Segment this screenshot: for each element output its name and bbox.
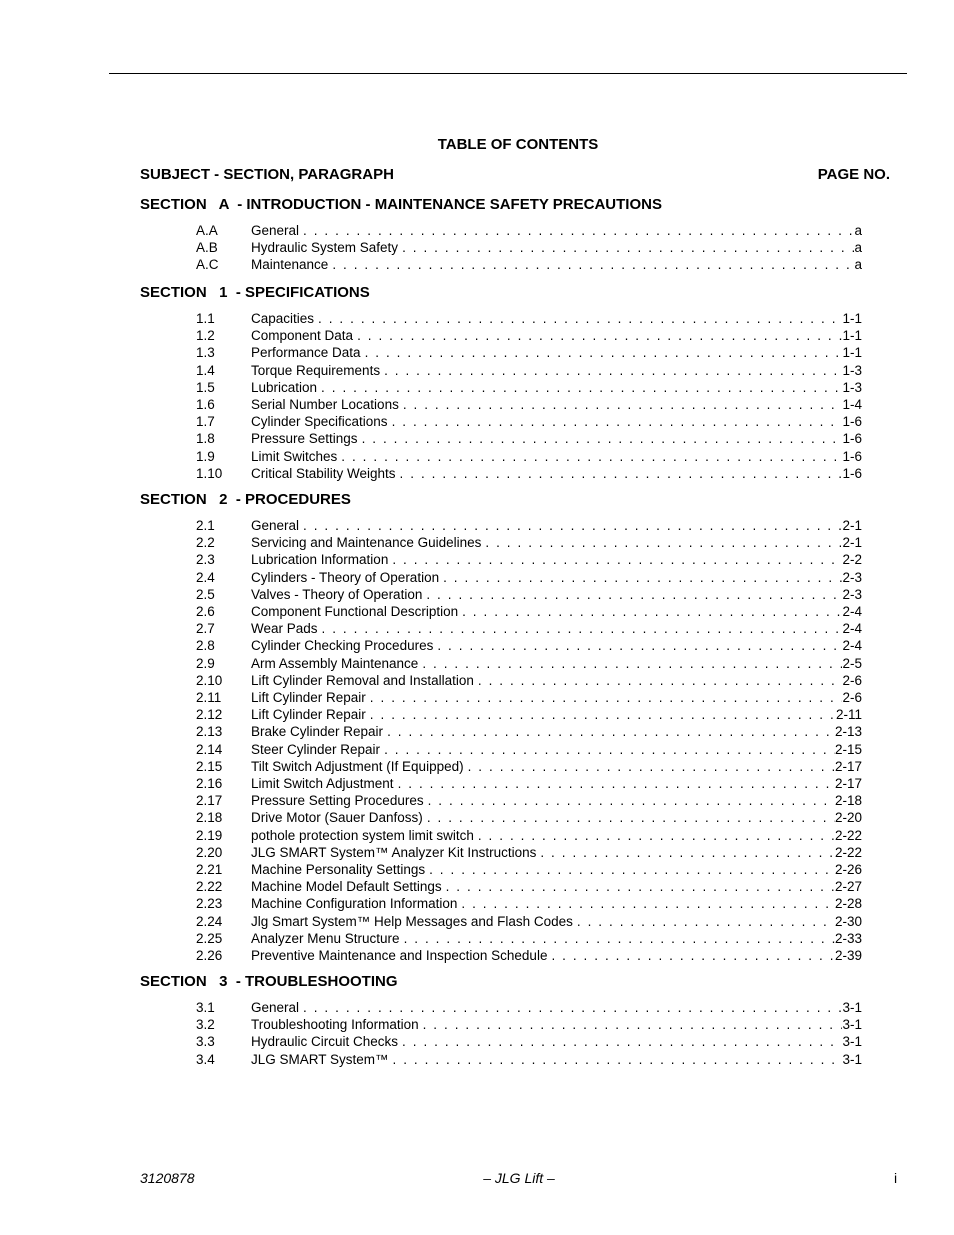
toc-entry[interactable] <box>196 827 862 844</box>
subject-header-right: PAGE NO. <box>817 166 890 183</box>
dot-leader <box>551 947 835 964</box>
toc-entry-page: 2-4 <box>842 604 862 619</box>
toc-entry-number: 2.18 <box>196 810 223 826</box>
toc-entry[interactable] <box>196 706 862 723</box>
toc-entry-number: 2.2 <box>196 535 215 551</box>
toc-entry-leader-line <box>251 809 862 826</box>
toc-entry-leader-line <box>251 723 862 740</box>
dot-leader <box>322 620 843 637</box>
toc-entry-leader-line <box>251 620 862 637</box>
toc-entry-leader-line <box>251 586 862 603</box>
dot-leader <box>428 792 835 809</box>
toc-entry[interactable] <box>196 1033 862 1050</box>
toc-entry-number: 1.3 <box>196 345 215 361</box>
toc-entry-title: Torque Requirements <box>251 362 381 378</box>
toc-entry-page: 1-3 <box>842 362 862 378</box>
toc-entry-title: Hydraulic Circuit Checks <box>251 1034 399 1050</box>
toc-entry-number: 2.20 <box>196 844 223 860</box>
toc-entry-title: Maintenance <box>251 257 329 273</box>
toc-entry-number: 2.22 <box>196 879 223 895</box>
top-rule <box>109 73 907 74</box>
toc-entry-page: 2-27 <box>834 879 862 895</box>
subject-header <box>140 166 890 183</box>
dot-leader <box>427 809 835 826</box>
toc-entry-leader-line <box>251 517 862 534</box>
toc-entry-leader-line <box>251 413 862 430</box>
toc-entry-title: Limit Switches <box>251 448 338 464</box>
toc-entry-leader-line <box>251 775 862 792</box>
toc-entry[interactable] <box>196 551 862 568</box>
toc-entry[interactable] <box>196 775 862 792</box>
dot-leader <box>341 448 842 465</box>
toc-entry[interactable] <box>196 672 862 689</box>
dot-leader <box>426 586 842 603</box>
toc-entry-number: 2.7 <box>196 621 215 637</box>
toc-entry-number: A.B <box>196 240 218 256</box>
toc-entry-number: 1.2 <box>196 328 215 344</box>
toc-entry[interactable] <box>196 465 862 482</box>
toc-entry-page: 2-5 <box>842 655 862 671</box>
toc-entry-page: 3-1 <box>842 1051 862 1067</box>
toc-entry-page: 2-11 <box>835 707 862 723</box>
dot-leader <box>370 689 843 706</box>
toc-entry-title: Serial Number Locations <box>251 397 399 412</box>
toc-entry-number: 1.9 <box>196 448 215 464</box>
toc-entry-page: 2-28 <box>834 896 862 912</box>
toc-entry-leader-line <box>251 551 862 568</box>
dot-leader <box>321 379 842 396</box>
toc-entry-number: 1.10 <box>196 465 223 481</box>
toc-entry-title: JLG SMART System™ Analyzer Kit Instructions <box>251 844 537 860</box>
toc-entry-leader-line <box>251 878 862 895</box>
toc-entry-title: Steer Cylinder Repair <box>251 741 381 757</box>
toc-entry-leader-line <box>251 239 862 256</box>
toc-entry-title: Drive Motor (Sauer Danfoss) <box>251 810 423 826</box>
footer-page-number: i <box>894 1170 898 1186</box>
toc-entry-page: 1-1 <box>842 345 862 361</box>
toc-entry-leader-line <box>251 689 862 706</box>
dot-leader <box>429 861 835 878</box>
page-title: TABLE OF CONTENTS <box>437 136 599 153</box>
dot-leader <box>400 465 843 482</box>
subject-header-left: SUBJECT - SECTION, PARAGRAPH <box>140 166 394 183</box>
dot-leader <box>365 344 843 361</box>
toc-entry-leader-line <box>251 430 862 447</box>
toc-entry-number: 2.26 <box>196 948 223 963</box>
toc-entry-title: Limit Switch Adjustment <box>251 776 394 791</box>
toc-entry-number: 2.15 <box>196 758 223 774</box>
dot-leader <box>478 827 835 844</box>
toc-entry-number: 2.24 <box>196 913 223 929</box>
toc-entry-title: Performance Data <box>251 345 361 361</box>
section-heading: SECTION 3 - TROUBLESHOOTING <box>140 973 398 990</box>
toc-entry-title: Analyzer Menu Structure <box>251 930 400 946</box>
toc-entry-page: 2-3 <box>842 586 862 602</box>
toc-entry-leader-line <box>251 672 862 689</box>
toc-entry-number: 2.4 <box>196 569 215 585</box>
toc-entry-number: 2.6 <box>196 604 215 619</box>
toc-entry-leader-line <box>251 844 862 861</box>
toc-entry[interactable] <box>196 741 862 758</box>
toc-entry-leader-line <box>251 637 862 654</box>
dot-leader <box>446 878 835 895</box>
toc-entry[interactable] <box>196 603 862 620</box>
toc-entry-page: 1-6 <box>842 431 862 447</box>
dot-leader <box>303 999 842 1016</box>
toc-entry[interactable] <box>196 327 862 344</box>
toc-entry-number: 2.12 <box>196 707 223 723</box>
toc-entry-title: Machine Configuration Information <box>251 896 458 912</box>
toc-entry-page: 1-6 <box>842 448 862 464</box>
toc-entry-number: 2.11 <box>196 690 222 705</box>
toc-entry-page: 3-1 <box>842 1000 862 1015</box>
dot-leader <box>357 327 842 344</box>
toc-entry-leader-line <box>251 327 862 344</box>
section-heading: SECTION A - INTRODUCTION - MAINTENANCE SAFETY PRECAUTIONS <box>140 196 662 213</box>
toc-entry-number: 2.1 <box>196 518 215 533</box>
toc-entry-title: JLG SMART System™ <box>251 1051 389 1067</box>
toc-entry-leader-line <box>251 930 862 947</box>
toc-entry-number: 1.8 <box>196 431 215 447</box>
toc-entry-page: 2-13 <box>834 724 862 740</box>
section-heading: SECTION 2 - PROCEDURES <box>140 491 351 508</box>
toc-entry-number: 3.2 <box>196 1017 215 1033</box>
toc-entry-title: Jlg Smart System™ Help Messages and Flash Codes <box>251 913 573 929</box>
toc-entry-page: 2-26 <box>834 862 862 877</box>
toc-entry-page: 1-6 <box>842 414 862 430</box>
toc-entry-title: General <box>251 518 300 533</box>
toc-entry[interactable] <box>196 930 862 947</box>
toc-entry-number: 2.13 <box>196 724 223 740</box>
toc-entry-title: Critical Stability Weights <box>251 465 396 481</box>
toc-entry-number: 3.1 <box>196 1000 215 1015</box>
toc-entry[interactable] <box>196 362 862 379</box>
toc-entry-number: 2.25 <box>196 930 223 946</box>
toc-entry-number: A.A <box>196 223 218 238</box>
dot-leader <box>540 844 835 861</box>
toc-entry-page: 2-20 <box>834 810 862 826</box>
toc-entry[interactable] <box>196 1051 862 1068</box>
toc-entry-leader-line <box>251 1051 862 1068</box>
dot-leader <box>402 1033 842 1050</box>
toc-entry-page: 1-4 <box>842 397 862 412</box>
toc-entry-title: Wear Pads <box>251 621 318 637</box>
toc-entry[interactable] <box>196 809 862 826</box>
toc-entry-leader-line <box>251 655 862 672</box>
toc-entry-leader-line <box>251 256 862 273</box>
toc-entry[interactable] <box>196 239 862 256</box>
toc-entry-title: Cylinders - Theory of Operation <box>251 569 440 585</box>
toc-entry-leader-line <box>251 379 862 396</box>
toc-entry-title: Component Functional Description <box>251 604 459 619</box>
toc-entry-page: 2-4 <box>842 621 862 637</box>
toc-entry-title: Lubrication Information <box>251 552 389 568</box>
dot-leader <box>370 706 836 723</box>
toc-entry-number: 3.4 <box>196 1051 215 1067</box>
toc-entry-leader-line <box>251 569 862 586</box>
dot-leader <box>384 741 835 758</box>
toc-entry-page: 2-3 <box>842 569 862 585</box>
toc-entry-number: 2.9 <box>196 655 215 671</box>
toc-entry-page: 1-6 <box>842 465 862 481</box>
toc-entry[interactable] <box>196 517 862 534</box>
toc-entry[interactable] <box>196 256 862 273</box>
toc-entry-page: 1-1 <box>842 311 862 326</box>
toc-entry-page: 2-6 <box>842 690 862 705</box>
dot-leader <box>303 222 854 239</box>
toc-entry-number: 2.10 <box>196 672 223 688</box>
toc-entry-number: 2.3 <box>196 552 215 568</box>
toc-entry-page: 1-1 <box>842 328 862 344</box>
toc-entry-title: Lift Cylinder Removal and Installation <box>251 672 474 688</box>
toc-entry-page: 2-39 <box>834 948 862 963</box>
dot-leader <box>485 534 842 551</box>
toc-entry-title: Servicing and Maintenance Guidelines <box>251 535 482 551</box>
dot-leader <box>404 930 835 947</box>
dot-leader <box>384 362 842 379</box>
toc-entry[interactable] <box>196 222 862 239</box>
toc-entry-number: 1.5 <box>196 379 215 395</box>
toc-entry-page: 2-17 <box>834 776 862 791</box>
toc-entry-leader-line <box>251 603 862 620</box>
toc-entry[interactable] <box>196 878 862 895</box>
dot-leader <box>462 603 842 620</box>
toc-entry-leader-line <box>251 448 862 465</box>
toc-entry-page: 2-2 <box>842 552 862 568</box>
toc-entry-leader-line <box>251 827 862 844</box>
toc-entry-page: 3-1 <box>842 1034 862 1050</box>
dot-leader <box>577 913 835 930</box>
toc-entry[interactable] <box>196 655 862 672</box>
toc-entry-leader-line <box>251 792 862 809</box>
toc-entry-title: Lubrication <box>251 379 318 395</box>
toc-entry-title: Lift Cylinder Repair <box>251 707 366 723</box>
toc-entry-leader-line <box>251 741 862 758</box>
toc-entry-leader-line <box>251 947 862 964</box>
toc-entry[interactable] <box>196 913 862 930</box>
toc-entry[interactable] <box>196 861 862 878</box>
toc-entry-title: Cylinder Specifications <box>251 414 388 430</box>
toc-entry-number: 1.7 <box>196 414 215 430</box>
dot-leader <box>303 517 842 534</box>
toc-entry[interactable] <box>196 620 862 637</box>
toc-entry[interactable] <box>196 689 862 706</box>
toc-entry-number: 1.6 <box>196 397 215 412</box>
toc-entry-title: General <box>251 1000 300 1015</box>
toc-entry-title: Troubleshooting Information <box>251 1017 419 1033</box>
toc-entry-number: 2.17 <box>196 793 223 809</box>
footer-doc-number: 3120878 <box>140 1170 195 1186</box>
toc-entry-number: A.C <box>196 257 219 273</box>
toc-entry-leader-line <box>251 895 862 912</box>
toc-entry[interactable] <box>196 1016 862 1033</box>
toc-entry[interactable] <box>196 344 862 361</box>
toc-entry-title: General <box>251 223 300 238</box>
toc-entry-title: Preventive Maintenance and Inspection Schedule <box>251 948 548 963</box>
toc-entry-title: Pressure Settings <box>251 431 358 447</box>
dot-leader <box>398 775 835 792</box>
toc-entry-page: 2-22 <box>834 827 862 843</box>
toc-entry-title: Hydraulic System Safety <box>251 240 399 256</box>
toc-entry-title: Lift Cylinder Repair <box>251 690 366 705</box>
toc-entry-page: 2-22 <box>834 844 862 860</box>
toc-entry[interactable] <box>196 379 862 396</box>
toc-entry-leader-line <box>251 913 862 930</box>
toc-entry-page: 2-15 <box>834 741 862 757</box>
dot-leader <box>392 413 843 430</box>
dot-leader <box>403 396 843 413</box>
dot-leader <box>392 551 842 568</box>
dot-leader <box>422 655 842 672</box>
toc-entry[interactable] <box>196 895 862 912</box>
dot-leader <box>362 430 843 447</box>
toc-entry-title: Arm Assembly Maintenance <box>251 655 419 671</box>
toc-entry-title: Tilt Switch Adjustment (If Equipped) <box>251 758 464 774</box>
toc-entry-page: 1-3 <box>842 379 862 395</box>
toc-entry-number: 2.14 <box>196 741 223 757</box>
toc-entry-number: 1.4 <box>196 362 215 378</box>
toc-entry-leader-line <box>251 1033 862 1050</box>
toc-entry[interactable] <box>196 413 862 430</box>
toc-entry-number: 3.3 <box>196 1034 215 1050</box>
dot-leader <box>461 895 835 912</box>
dot-leader <box>423 1016 843 1033</box>
toc-entry-leader-line <box>251 861 862 878</box>
toc-entry[interactable] <box>196 448 862 465</box>
toc-entry-leader-line <box>251 758 862 775</box>
toc-entry-page: 2-6 <box>842 672 862 688</box>
toc-entry-page: 2-1 <box>842 535 862 551</box>
toc-entry-leader-line <box>251 362 862 379</box>
footer-brand: – JLG Lift – <box>483 1170 555 1186</box>
toc-entry-leader-line <box>251 344 862 361</box>
toc-entry-title: Component Data <box>251 328 354 344</box>
toc-entry-title: Capacities <box>251 311 315 326</box>
toc-entry-title: Machine Model Default Settings <box>251 879 442 895</box>
toc-entry-page: 2-33 <box>834 930 862 946</box>
toc-entry-number: 2.19 <box>196 827 223 843</box>
toc-entry-title: pothole protection system limit switch <box>251 827 474 843</box>
toc-entry-page: a <box>854 257 862 273</box>
dot-leader <box>468 758 835 775</box>
toc-entry-title: Cylinder Checking Procedures <box>251 638 434 654</box>
toc-entry[interactable] <box>196 792 862 809</box>
toc-entry-leader-line <box>251 396 862 413</box>
toc-entry-title: Valves - Theory of Operation <box>251 586 423 602</box>
toc-entry[interactable] <box>196 310 862 327</box>
dot-leader <box>387 723 835 740</box>
toc-entry-leader-line <box>251 706 862 723</box>
dot-leader <box>443 569 842 586</box>
toc-entry-title: Brake Cylinder Repair <box>251 724 384 740</box>
toc-entry[interactable] <box>196 844 862 861</box>
toc-entry[interactable] <box>196 723 862 740</box>
toc-entry-number: 2.5 <box>196 586 215 602</box>
section-heading: SECTION 1 - SPECIFICATIONS <box>140 284 370 301</box>
dot-leader <box>332 256 854 273</box>
toc-entry-page: 2-30 <box>834 913 862 929</box>
toc-entry[interactable] <box>196 569 862 586</box>
toc-entry[interactable] <box>196 947 862 964</box>
dot-leader <box>437 637 842 654</box>
toc-entry-number: 1.1 <box>196 311 215 326</box>
toc-entry-title: Machine Personality Settings <box>251 862 426 877</box>
toc-entry-number: 2.8 <box>196 638 215 654</box>
toc-entry-leader-line <box>251 310 862 327</box>
toc-entry[interactable] <box>196 430 862 447</box>
toc-entry-page: 2-18 <box>834 793 862 809</box>
toc-entry-title: Pressure Setting Procedures <box>251 793 424 809</box>
toc-entry[interactable] <box>196 586 862 603</box>
toc-entry[interactable] <box>196 999 862 1016</box>
toc-entry-number: 2.21 <box>196 862 223 877</box>
toc-entry-page: 3-1 <box>842 1017 862 1033</box>
dot-leader <box>478 672 843 689</box>
toc-entry[interactable] <box>196 534 862 551</box>
toc-entry-page: 2-1 <box>842 518 862 533</box>
dot-leader <box>318 310 842 327</box>
toc-entry-leader-line <box>251 222 862 239</box>
toc-entry-number: 2.16 <box>196 776 223 791</box>
toc-entry[interactable] <box>196 758 862 775</box>
toc-entry-leader-line <box>251 534 862 551</box>
toc-entry[interactable] <box>196 637 862 654</box>
dot-leader <box>402 239 854 256</box>
toc-entry-page: 2-4 <box>842 638 862 654</box>
toc-entry-leader-line <box>251 1016 862 1033</box>
toc-entry-number: 2.23 <box>196 896 223 912</box>
dot-leader <box>393 1051 843 1068</box>
toc-entry-leader-line <box>251 999 862 1016</box>
toc-entry-page: a <box>854 223 862 238</box>
toc-entry[interactable] <box>196 396 862 413</box>
toc-entry-leader-line <box>251 465 862 482</box>
toc-entry-page: 2-17 <box>834 758 862 774</box>
toc-entry-page: a <box>854 240 862 256</box>
